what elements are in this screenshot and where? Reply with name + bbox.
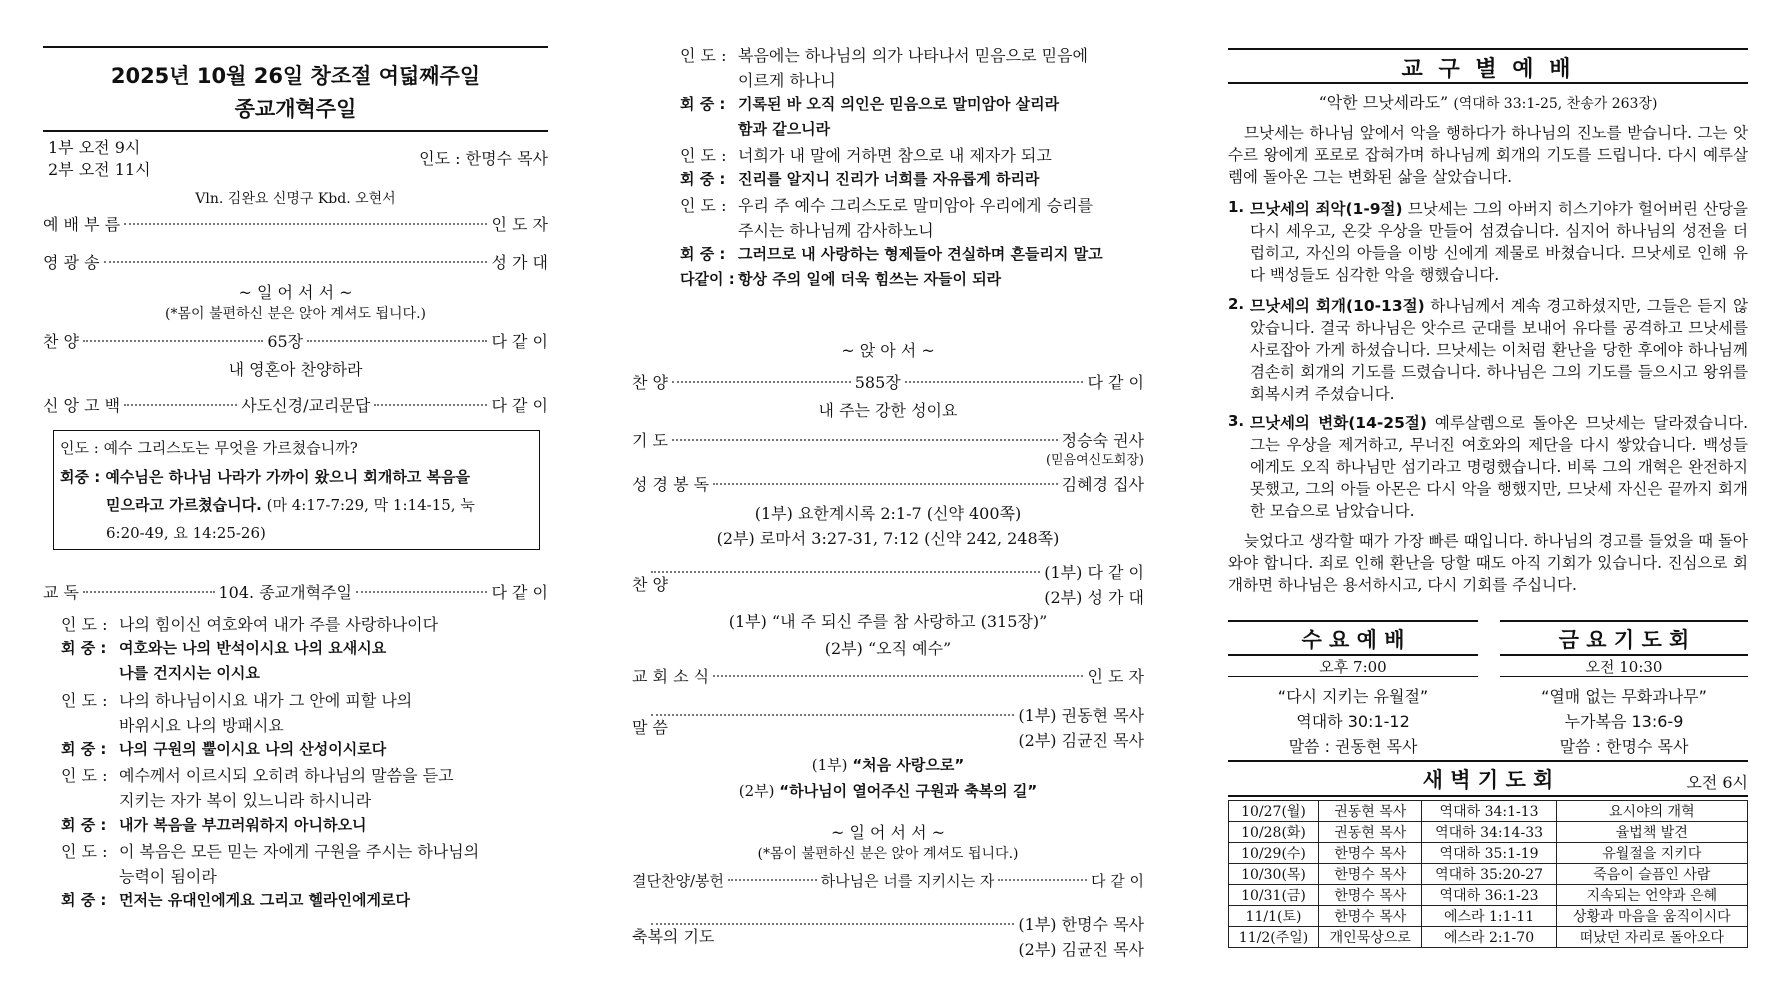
responsive-line	[61, 763, 454, 786]
district-intro: 므낫세는 하나님 앞에서 악을 행하다가 하나님의 진노를 받습니다. 그는 앗수르 왕에게 포로로 잡혀가며 하나님께 회개의 기도를 드립니다. 다시 예루살렘에 돌아온 그는 변화된 삶을 살았습니다.	[1228, 124, 1748, 186]
line-text: 나를 건지시는 이시요	[119, 664, 260, 683]
date-cell: 10/30(목)	[1229, 864, 1319, 885]
line-text: 이 복음은 모든 믿는 자에게 구원을 주시는 하나님의	[119, 841, 480, 861]
sermon-title-2: (2부) “하나님이 열어주신 구원과 축복의 길”	[738, 782, 1038, 800]
stand-note-2: (*몸이 불편하신 분은 앉아 계셔도 됩니다.)	[757, 846, 1019, 862]
order-blessing-1: (1부) 한명수 목사	[632, 912, 1144, 935]
anthem-label: 찬 양	[632, 575, 668, 594]
scripture-2: (2부) 로마서 3:27-31, 7:12 (신약 242, 248쪽)	[716, 529, 1060, 548]
responsive-line	[61, 738, 386, 759]
anthem-song-1: (1부) “내 주 되신 주를 참 사랑하고 (315장)”	[728, 612, 1048, 631]
line-text: 여호와는 나의 반석이시요 나의 요새시요	[119, 639, 387, 658]
responsive-line	[61, 839, 479, 862]
speaker: 회 중 :	[61, 740, 107, 758]
speaker: 회 중 :	[61, 891, 107, 910]
preacher-cell: 한명수 목사	[1319, 885, 1422, 906]
order-call-to-worship: 예 배 부 름 인 도 자	[43, 215, 548, 234]
anthem-song-2: (2부) “오직 예수”	[824, 639, 952, 658]
topic-cell: 떠났던 자리로 돌아오다	[1556, 927, 1747, 948]
district-theme: “악한 므낫세라도” (역대하 33:1-25, 찬송가 263장)	[1318, 93, 1658, 112]
bulletin-subtitle: 종교개혁주일	[234, 97, 357, 121]
responsive-line	[61, 713, 284, 736]
speaker: 회 중 :	[680, 170, 726, 188]
line-text: 복음에는 하나님의 의가 나타나서 믿음으로 믿음에	[738, 46, 1089, 65]
responsive-line	[61, 788, 371, 811]
speaker: 인 도 :	[61, 766, 108, 786]
dawn-schedule-table	[1228, 800, 1748, 948]
speaker: 회 중 :	[680, 245, 726, 263]
topic-cell: 상황과 마음을 움직이시다	[1556, 906, 1747, 927]
line-text: 이르게 하나니	[738, 71, 836, 90]
scripture-1: (1부) 요한계시록 2:1-7 (신약 400쪽)	[754, 504, 1022, 523]
speaker: 회 중 :	[680, 95, 726, 113]
speaker: 인 도 :	[61, 841, 108, 861]
speaker: 인 도 :	[680, 146, 727, 165]
friday-title: 금 요 기 도 회	[1558, 628, 1690, 652]
responsive-line	[680, 218, 934, 241]
responsive-line	[680, 118, 830, 139]
order-prayer: 기 도 정승숙 권사	[632, 431, 1144, 450]
responsive-line	[61, 662, 260, 683]
date-cell: 10/31(금)	[1229, 885, 1319, 906]
line-text: 능력이 됨이라	[119, 867, 217, 886]
passage-cell: 에스라 2:1-70	[1422, 927, 1556, 948]
wednesday-theme: “다시 지키는 유월절”	[1277, 687, 1429, 706]
bulletin-title: 2025년 10월 26일 창조절 여덟째주일	[110, 64, 481, 88]
date-cell: 10/27(월)	[1229, 801, 1319, 822]
line-text: 기록된 바 오직 의인은 믿음으로 말미암아 살리라	[738, 95, 1060, 113]
line-text: 나의 힘이신 여호와여 내가 주를 사랑하나이다	[119, 615, 439, 634]
column-2	[632, 0, 1144, 987]
responsive-line	[680, 93, 1059, 114]
column-3: 교 구 별 예 배 “악한 므낫세라도” (역대하 33:1-25, 찬송가 263장) 므낫세는 하나님 앞에서 악을 행하다가 하나님의 진노를 받습니다. 그는 앗수르 왕에게 포로로 잡혀가며 하나님께 회개의 기도를 드립니다. 다시 예루살렘에 돌아온 그는 변화된 삶을 살았습니다. 1. 므낫세의 죄악(1-9절) 므낫세는 그의 아버지 히스기야가 헐어버린 산당을 다시 세우고, 온갖 우상을 만들어 섬겼습니다. 심지어 하나님의 성전을 더럽히고, 자신의 아들을 이방 신에게 제물로 바쳤습니다. 므낫세로 인해 유다 백성들도 심각한 악을 행했습니다. 2. 므낫세의 회개(10-13절) 하나님께서 계속 경고하셨지만, 그들은 듣지 않았습니다. 결국 하나님은 앗수르 군대를 보내어 유다를 공격하고 므낫세를 사로잡아 가게 하셨습니다. 므낫세는 이처럼 환난을 당한 후에야 하나님께 겸손히 회개의 기도를 드렸습니다. 하나님은 그의 기도를 들으시고 왕위를 회복시켜 주셨습니다. 3. 므낫세의 변화(14-25절) 예루살렘으로 돌아온 므낫세는 달라졌습니다. 그는 우상을 제거하고, 무너진 여호와의 제단을 다시 쌓았습니다. 백성들에게도 오직 하나님만 섬기라고 명령했습니다. 비록 그의 개혁은 완전하지 못했고, 그의 아들 아몬은 다시 악을 행했지만, 므낫세 자신은 끝까지 회개한 모습으로 남았습니다. 늦었다고 생각할 때가 가장 빠른 때입니다. 하나님의 경고를 들었을 때 돌아와야 합니다. 죄로 인해 환난을 당할 때도 아직 기회가 있습니다. 진심으로 회개하면 하나님은 용서하시고, 다시 기회를 주십니다. 수 요 예 배 오후 7:00 “다시 지키는 유월절” 역대하 30:1-12 말씀 : 권동현 목사 금 요 기 도 회 오전 10:30 “열매 없는 무화과나무” 누가복음 13:6-9 말씀 : 한명수 목사 새 벽 기 도 회 오전 6시 10/27(월) 권동현 목사 역대하 34:1-13 요시야의 개혁 10/28(화) 권동현 목사 역대하 34:14-33 율법책 발견 10/29(수) 한명수 목사 역대하 35:1-19 유월절을 지키다 10/30(목) 한명수 목사 역대하 35:20-27 죽음이 슬픔인 사람 10/31(금) 한명수 목사 역대하 36:1-23 지속되는 언약과 은혜 11/1(토) 한명수 목사 에스라 1:1-11 상황과 마음을 움직이시다 11/2(주일) 개인묵상으로 에스라 2:1-70 떠났던 자리로 돌아오다	[1228, 0, 1748, 987]
responsive-line	[680, 43, 1088, 66]
line-text: 나의 구원의 뿔이시요 나의 산성이시로다	[119, 740, 387, 758]
order-sermon-1: (1부) 권동현 목사	[632, 703, 1144, 726]
line-text: 진리를 알지니 진리가 너희를 자유롭게 하리라	[738, 170, 1040, 188]
speaker: 인 도 :	[680, 46, 727, 65]
line-text: 우리 주 예수 그리스도로 말미암아 우리에게 승리를	[738, 196, 1094, 215]
dawn-title: 새 벽 기 도 회	[1422, 768, 1554, 792]
passage-cell: 역대하 35:20-27	[1422, 864, 1556, 885]
topic-cell: 요시야의 개혁	[1556, 801, 1747, 822]
table-row	[1229, 822, 1748, 843]
speaker: 회 중 :	[61, 639, 107, 658]
responsive-line	[61, 637, 386, 658]
preacher-cell: 개인묵상으로	[1319, 927, 1422, 948]
responsive-line	[680, 168, 1039, 189]
line-text: 예수께서 이르시되 오히려 하나님의 말씀을 듣고	[119, 766, 454, 786]
order-news: 교 회 소 식 인 도 자	[632, 667, 1144, 686]
service-time-1: 1부 오전 9시	[48, 138, 141, 157]
preacher-cell: 한명수 목사	[1319, 906, 1422, 927]
passage-cell: 에스라 1:1-11	[1422, 906, 1556, 927]
table-row	[1229, 864, 1748, 885]
line-text: 주시는 하나님께 감사하노니	[738, 221, 934, 240]
sermon-2: (2부) 김균진 목사	[1018, 731, 1144, 750]
order-anthem-1: (1부) 다 같 이	[632, 560, 1144, 583]
top-rule	[43, 46, 548, 48]
line-text: 너희가 내 말에 거하면 참으로 내 제자가 되고	[738, 146, 1052, 165]
line-text: 바위시요 나의 방패시요	[119, 715, 284, 735]
service-leader: 인도 : 한명수 목사	[419, 149, 548, 168]
order-gloria: 영 광 송 성 가 대	[43, 253, 548, 272]
topic-cell: 율법책 발견	[1556, 822, 1747, 843]
line-text: 함과 같으니라	[738, 120, 831, 138]
passage-cell: 역대하 34:14-33	[1422, 822, 1556, 843]
catechism-question: 인도 : 예수 그리스도는 무엇을 가르쳤습니까?	[60, 439, 358, 457]
speaker: 인 도 :	[61, 615, 108, 634]
catechism-answer-3: 6:20-49, 요 14:25-26)	[106, 524, 266, 542]
responsive-line	[61, 864, 217, 887]
sermon-title-1: (1부) “처음 사랑으로”	[811, 756, 965, 774]
speaker: 회 중 :	[61, 815, 107, 834]
friday-theme: “열매 없는 무화과나무”	[1541, 687, 1707, 706]
hymn-title-2: 내 주는 강한 성이요	[818, 401, 958, 420]
preacher-cell: 한명수 목사	[1319, 864, 1422, 885]
line-text: 나의 하나님이시요 내가 그 안에 피할 나의	[119, 690, 413, 710]
order-hymn: 찬 양 65장 다 같 이	[43, 332, 548, 351]
catechism-box	[53, 430, 540, 550]
speaker: 인 도 :	[61, 690, 108, 710]
order-responsive-reading: 교 독 104. 종교개혁주일 다 같 이	[43, 583, 548, 602]
blessing-2: (2부) 김균진 목사	[1018, 940, 1144, 959]
responsive-line	[680, 268, 1001, 289]
wednesday-preacher: 말씀 : 권동현 목사	[1288, 737, 1418, 756]
responsive-line	[61, 688, 412, 711]
column-1	[43, 0, 548, 987]
musicians: Vln. 김완요 신명구 Kbd. 오현서	[195, 191, 396, 207]
table-row	[1229, 885, 1748, 906]
responsive-line	[61, 612, 438, 635]
line-text: 먼저는 유대인에게요 그리고 헬라인에게로다	[119, 891, 410, 910]
wednesday-ref: 역대하 30:1-12	[1296, 712, 1410, 731]
topic-cell: 지속되는 언약과 은혜	[1556, 885, 1747, 906]
responsive-line	[680, 68, 836, 91]
responsive-line	[680, 143, 1052, 166]
line-text: 그러므로 내 사랑하는 형제들아 견실하며 흔들리지 말고	[738, 245, 1103, 263]
line-text: 내가 복음을 부끄러워하지 아니하오니	[119, 815, 367, 834]
order-hymn-2: 찬 양 585장 다 같 이	[632, 373, 1145, 392]
dawn-time: 오전 6시	[1686, 773, 1748, 792]
dawn-title-rule	[1228, 795, 1748, 797]
order-scripture: 성 경 봉 독 김혜경 집사	[632, 475, 1144, 494]
district-title-rule	[1228, 82, 1748, 84]
district-top-rule	[1228, 48, 1748, 50]
preacher-cell: 권동현 목사	[1319, 801, 1422, 822]
hymn-title: 내 영혼아 찬양하라	[228, 360, 363, 379]
wednesday-title: 수 요 예 배	[1301, 628, 1405, 652]
responsive-line	[680, 243, 1103, 264]
title-rule	[43, 130, 548, 132]
speaker: 다같이 :	[680, 270, 735, 288]
responsive-line	[61, 814, 367, 835]
dawn-top-rule	[1228, 760, 1748, 762]
responsive-line	[680, 193, 1093, 216]
date-cell: 11/2(주일)	[1229, 927, 1319, 948]
topic-cell: 죽음이 슬픔인 사람	[1556, 864, 1747, 885]
stand-instruction-2: ~ 일 어 서 서 ~	[830, 823, 946, 842]
stand-instruction: ~ 일 어 서 서 ~	[238, 283, 353, 302]
wednesday-service	[1228, 620, 1478, 756]
stand-note: (*몸이 불편하신 분은 앉아 계셔도 됩니다.)	[164, 306, 426, 322]
table-row	[1229, 843, 1748, 864]
service-time-2: 2부 오전 11시	[48, 160, 151, 179]
anthem-2: (2부) 성 가 대	[1044, 588, 1144, 607]
line-text: 항상 주의 일에 더욱 힘쓰는 자들이 되라	[738, 270, 1002, 288]
district-worship-title: 교 구 별 예 배	[1401, 57, 1575, 82]
table-row	[1229, 906, 1748, 927]
passage-cell: 역대하 36:1-23	[1422, 885, 1556, 906]
line-text: 지키는 자가 복이 있느니라 하시니라	[119, 791, 372, 811]
date-cell: 10/28(화)	[1229, 822, 1319, 843]
passage-cell: 역대하 35:1-19	[1422, 843, 1556, 864]
catechism-answer-2: 믿으라고 가르쳤습니다. (마 4:17-7:29, 막 1:14-15, 눅	[106, 496, 475, 514]
date-cell: 10/29(수)	[1229, 843, 1319, 864]
order-creed: 신 앙 고 백 사도신경/교리문답 다 같 이	[43, 396, 548, 415]
date-cell: 11/1(토)	[1229, 906, 1319, 927]
friday-preacher: 말씀 : 한명수 목사	[1559, 737, 1689, 756]
catechism-answer-1: 회중 : 예수님은 하나님 나라가 가까이 왔으니 회개하고 복음을	[60, 468, 471, 486]
wednesday-time: 오후 7:00	[1319, 658, 1387, 676]
table-row	[1229, 927, 1748, 948]
sermon-label: 말 씀	[632, 718, 668, 737]
responsive-line	[61, 889, 410, 910]
prayer-note: (믿음여신도회장)	[1045, 453, 1144, 468]
preacher-cell: 권동현 목사	[1319, 822, 1422, 843]
friday-prayer	[1500, 620, 1748, 756]
passage-cell: 역대하 34:1-13	[1422, 801, 1556, 822]
sit-instruction: ~ 앉 아 서 ~	[841, 341, 935, 360]
speaker: 인 도 :	[680, 196, 727, 215]
preacher-cell: 한명수 목사	[1319, 843, 1422, 864]
blessing-label: 축복의 기도	[632, 927, 715, 946]
friday-ref: 누가복음 13:6-9	[1564, 712, 1684, 731]
order-decision: 결단찬양/봉헌 하나님은 너를 지키시는 자 다 같 이	[632, 872, 1144, 890]
friday-time: 오전 10:30	[1585, 658, 1663, 676]
table-row	[1229, 801, 1748, 822]
district-outro: 늦었다고 생각할 때가 가장 빠른 때입니다. 하나님의 경고를 들었을 때 돌아와야 합니다. 죄로 인해 환난을 당할 때도 아직 기회가 있습니다. 진심으로 회개하면 하나님은 용서하시고, 다시 기회를 주십니다.	[1228, 532, 1748, 594]
topic-cell: 유월절을 지키다	[1556, 843, 1747, 864]
